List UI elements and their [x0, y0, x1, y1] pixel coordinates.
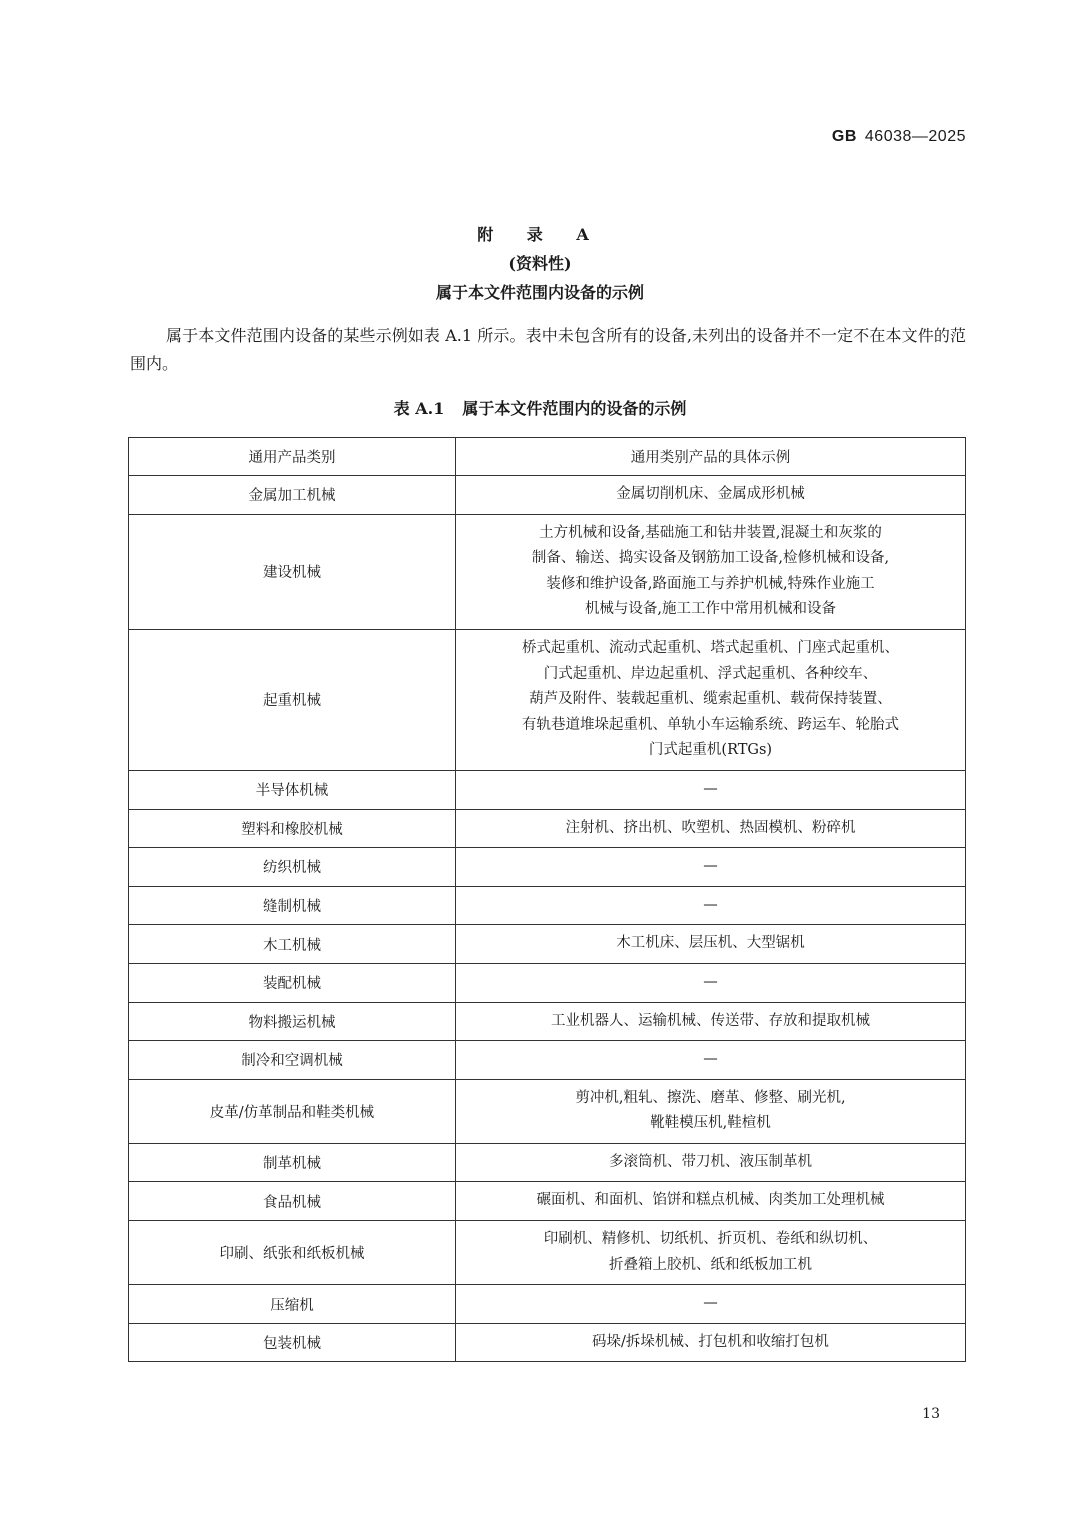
table-caption — [0, 396, 1080, 419]
example-line: 土方机械和设备,基础施工和钻井装置,混凝土和灰浆的 — [539, 524, 882, 541]
examples-cell — [456, 848, 966, 887]
header-examples: 通用类别产品的具体示例 — [456, 438, 966, 476]
category-cell: 压缩机 — [129, 1285, 456, 1324]
example-line: 工业机器人、运输机械、传送带、存放和提取机械 — [551, 1012, 870, 1029]
example-line: — — [703, 1295, 718, 1312]
example-line: — — [703, 858, 718, 875]
table-body — [129, 476, 966, 1362]
examples-cell — [456, 1079, 966, 1143]
table-caption-title: 属于本文件范围内的设备的示例 — [462, 399, 687, 418]
table-row — [129, 1002, 966, 1041]
example-line: 剪冲机,粗轧、擦洗、磨革、修整、刷光机, — [575, 1089, 846, 1106]
category-cell: 制革机械 — [129, 1143, 456, 1182]
example-line: 葫芦及附件、装载起重机、缆索起重机、载荷保持装置、 — [529, 691, 892, 708]
examples-cell — [456, 886, 966, 925]
example-line: 印刷机、精修机、切纸机、折页机、卷纸和纵切机、 — [543, 1231, 878, 1248]
intro-paragraph: 属于本文件范围内设备的某些示例如表 A.1 所示。表中未包含所有的设备,未列出的设备并不一定不在本文件的范围内。 — [130, 326, 966, 373]
examples-cell — [456, 1323, 966, 1362]
example-line: 碾面机、和面机、馅饼和糕点机械、肉类加工处理机械 — [536, 1192, 885, 1209]
category-cell: 起重机械 — [129, 629, 456, 770]
category-cell: 塑料和橡胶机械 — [129, 809, 456, 848]
examples-cell — [456, 629, 966, 770]
table-row — [129, 1079, 966, 1143]
example-line: 装修和维护设备,路面施工与养护机械,特殊作业施工 — [546, 575, 875, 592]
category-cell: 缝制机械 — [129, 886, 456, 925]
examples-cell — [456, 476, 966, 515]
table-row — [129, 770, 966, 809]
example-line: 门式起重机、岸边起重机、浮式起重机、各种绞车、 — [543, 665, 878, 682]
example-line: — — [703, 1051, 718, 1068]
examples-cell — [456, 1143, 966, 1182]
category-cell: 食品机械 — [129, 1182, 456, 1221]
examples-cell — [456, 770, 966, 809]
table-row — [129, 1143, 966, 1182]
annex-type: (资料性) — [508, 254, 572, 273]
table-row — [129, 514, 966, 629]
category-cell: 皮革/仿革制品和鞋类机械 — [129, 1079, 456, 1143]
examples-cell — [456, 1221, 966, 1285]
example-line: 门式起重机(RTGs) — [648, 742, 773, 759]
page-number: 13 — [922, 1406, 940, 1422]
example-line: 桥式起重机、流动式起重机、塔式起重机、门座式起重机、 — [522, 639, 899, 656]
table-header-row — [129, 438, 966, 476]
table-row — [129, 925, 966, 964]
example-line: 有轨巷道堆垛起重机、单轨小车运输系统、跨运车、轮胎式 — [522, 716, 899, 733]
category-cell: 木工机械 — [129, 925, 456, 964]
category-cell: 装配机械 — [129, 963, 456, 1002]
example-line: — — [703, 973, 718, 990]
example-line: 机械与设备,施工工作中常用机械和设备 — [584, 601, 837, 618]
examples-cell — [456, 1041, 966, 1080]
table-row — [129, 1221, 966, 1285]
category-cell: 制冷和空调机械 — [129, 1041, 456, 1080]
table-row — [129, 809, 966, 848]
examples-cell — [456, 925, 966, 964]
example-line: 注射机、挤出机、吹塑机、热固模机、粉碎机 — [565, 819, 856, 836]
example-line: 码垛/拆垛机械、打包机和收缩打包机 — [592, 1333, 829, 1350]
example-line: 多滚筒机、带刀机、液压制革机 — [609, 1153, 812, 1170]
examples-cell — [456, 1002, 966, 1041]
examples-table — [128, 437, 966, 1362]
examples-cell — [456, 1285, 966, 1324]
example-line: — — [703, 896, 718, 913]
category-cell: 金属加工机械 — [129, 476, 456, 515]
table-row — [129, 1285, 966, 1324]
example-line: 靴鞋模压机,鞋楦机 — [650, 1115, 771, 1132]
category-cell: 物料搬运机械 — [129, 1002, 456, 1041]
examples-cell — [456, 809, 966, 848]
category-cell: 印刷、纸张和纸板机械 — [129, 1221, 456, 1285]
example-line: — — [703, 780, 718, 797]
header-category: 通用产品类别 — [129, 438, 456, 476]
table-row — [129, 1323, 966, 1362]
category-cell: 纺织机械 — [129, 848, 456, 887]
example-line: 制备、输送、捣实设备及钢筋加工设备,检修机械和设备, — [531, 550, 890, 567]
table-row — [129, 963, 966, 1002]
table-caption-number: 表 A.1 — [393, 399, 445, 418]
table-row — [129, 1041, 966, 1080]
example-line: 木工机床、层压机、大型锯机 — [616, 935, 805, 952]
table-row — [129, 848, 966, 887]
category-cell: 建设机械 — [129, 514, 456, 629]
example-line: 金属切削机床、金属成形机械 — [616, 486, 805, 502]
example-line: 折叠箱上胶机、纸和纸板加工机 — [609, 1256, 812, 1273]
examples-cell — [456, 963, 966, 1002]
annex-title: 附 录 A — [477, 225, 603, 244]
table-row — [129, 1182, 966, 1221]
table-row — [129, 886, 966, 925]
annex-heading: 属于本文件范围内设备的示例 — [435, 283, 644, 302]
category-cell: 半导体机械 — [129, 770, 456, 809]
table-row — [129, 629, 966, 770]
table-row — [129, 476, 966, 515]
examples-cell — [456, 1182, 966, 1221]
standard-prefix: GB — [831, 128, 857, 145]
standard-code: 46038—2025 — [864, 128, 966, 145]
standard-number — [832, 128, 966, 146]
category-cell: 包装机械 — [129, 1323, 456, 1362]
examples-cell — [456, 514, 966, 629]
